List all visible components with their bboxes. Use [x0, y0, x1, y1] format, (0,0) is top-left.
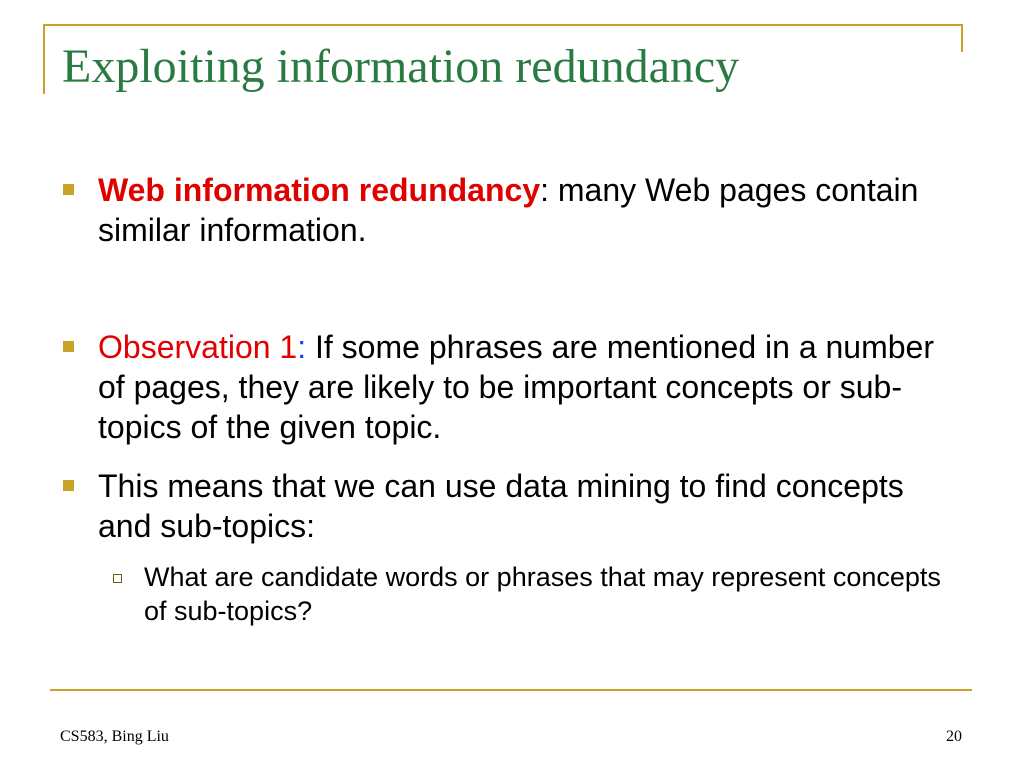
footer-course-author: CS583, Bing Liu [60, 728, 169, 745]
hollow-square-subbullet-icon [113, 574, 122, 583]
square-bullet-icon [63, 341, 74, 352]
page-number: 20 [946, 728, 962, 745]
bullet-text-3: This means that we can use data mining to find concepts and sub-topics: [98, 468, 904, 544]
subbullet-text-1: What are candidate words or phrases that may represent concepts of sub-topics? [144, 562, 941, 626]
title-frame-left-rule [43, 24, 45, 94]
bullet-text-2 [98, 327, 948, 447]
bullet-term-2: Observation 1 [98, 329, 298, 365]
bullet-body-2: If some phrases are mentioned in a number of pages, they are likely to be important concepts or sub-topics of the given topic. [98, 329, 934, 445]
bullet-text-1 [98, 170, 948, 250]
title-frame-top-rule [43, 24, 963, 26]
bullet-body-1: many Web pages contain similar information. [98, 172, 919, 248]
bullet-separator-1: : [540, 172, 549, 208]
footer-rule [50, 689, 972, 691]
slide-title: Exploiting information redundancy [62, 40, 740, 93]
bullet-separator-2: : [297, 329, 307, 365]
bullet-term-1: Web information redundancy [98, 172, 541, 208]
title-frame-right-rule [961, 24, 963, 52]
square-bullet-icon [63, 480, 74, 491]
square-bullet-icon [63, 184, 74, 195]
